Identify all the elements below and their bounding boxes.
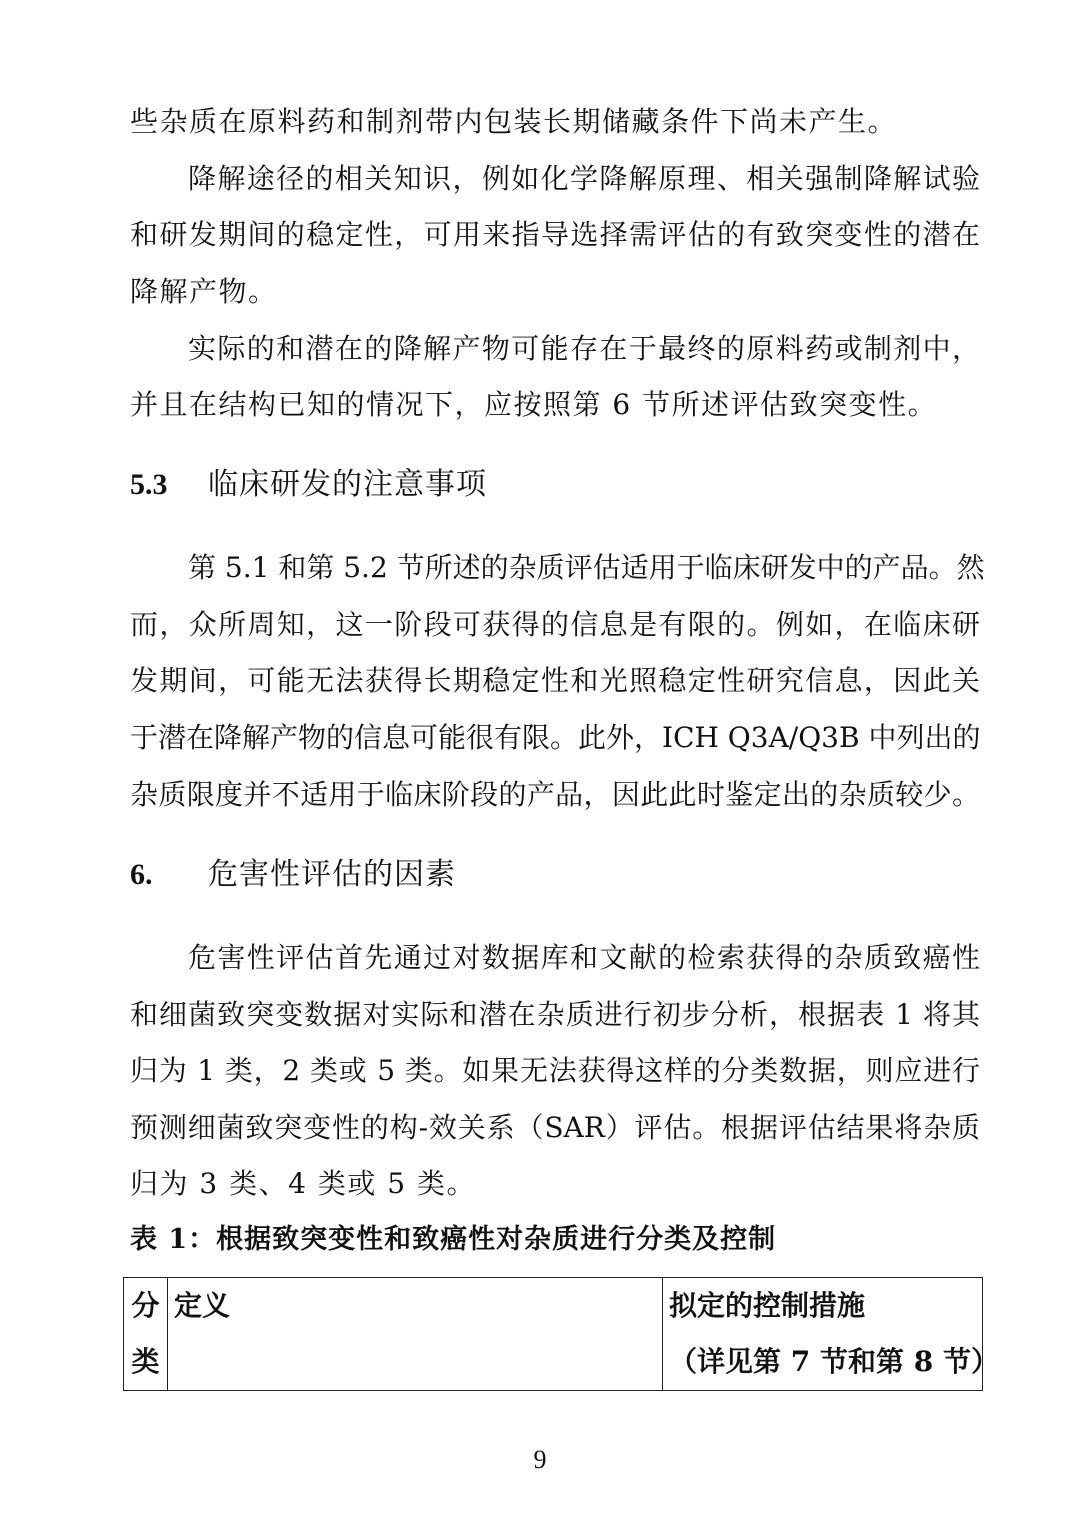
paragraph-line: 第 5.1 和第 5.2 节所述的杂质评估适用于临床研发中的产品。然 [188,551,985,584]
header-text: 拟定的控制措施 [669,1289,866,1322]
section-title: 临床研发的注意事项 [208,467,487,502]
table-caption: 表 1：根据致突变性和致癌性对杂质进行分类及控制 [130,1224,777,1255]
paragraph-line: 杂质限度并不适用于临床阶段的产品，因此此时鉴定出的杂质较少。 [130,778,980,811]
header-text: 分 [131,1289,160,1322]
table-header-row [124,1278,983,1391]
page-number: 9 [533,1445,547,1474]
paragraph-line: 而，众所周知，这一阶段可获得的信息是有限的。例如，在临床研 [130,608,980,641]
header-cell-definition [168,1278,663,1391]
paragraph-line: 发期间，可能无法获得长期稳定性和光照稳定性研究信息，因此关 [130,664,980,697]
header-cell-class [124,1278,168,1391]
paragraph-line: 和研发期间的稳定性，可用来指导选择需评估的有致突变性的潜在 [130,218,980,251]
section-number: 5.3 [130,468,168,501]
section-title: 危害性评估的因素 [208,857,456,892]
header-text: （详见第 7 节和第 8 节） [669,1345,999,1378]
header-cell-control [663,1278,999,1391]
header-text: 定义 [174,1289,231,1322]
paragraph-line: 危害性评估首先通过对数据库和文献的检索获得的杂质致癌性 [188,941,980,974]
paragraph-line: 归为 1 类，2 类或 5 类。如果无法获得这样的分类数据，则应进行 [130,1054,980,1087]
section-heading-6 [130,853,456,897]
paragraph-line: 预测细菌致突变性的构-效关系（SAR）评估。根据评估结果将杂质 [130,1111,980,1144]
section-heading-5-3 [130,463,487,507]
paragraph-line: 并且在结构已知的情况下，应按照第 6 节所述评估致突变性。 [130,388,938,421]
paragraph-line: 归为 3 类、4 类或 5 类。 [130,1167,476,1200]
classification-table [123,1277,999,1391]
paragraph-line: 降解产物。 [130,275,278,308]
header-text: 类 [131,1345,160,1378]
paragraph-line: 和细菌致突变数据对实际和潜在杂质进行初步分析，根据表 1 将其 [130,998,980,1031]
paragraph-line: 降解途径的相关知识，例如化学降解原理、相关强制降解试验 [188,162,980,195]
paragraph-line: 些杂质在原料药和制剂带内包装长期储藏条件下尚未产生。 [130,105,898,138]
section-number: 6. [130,858,153,891]
paragraph-line: 于潜在降解产物的信息可能很有限。此外，ICH Q3A/Q3B 中列出的 [130,721,981,754]
paragraph-line: 实际的和潜在的降解产物可能存在于最终的原料药或制剂中， [188,332,980,365]
